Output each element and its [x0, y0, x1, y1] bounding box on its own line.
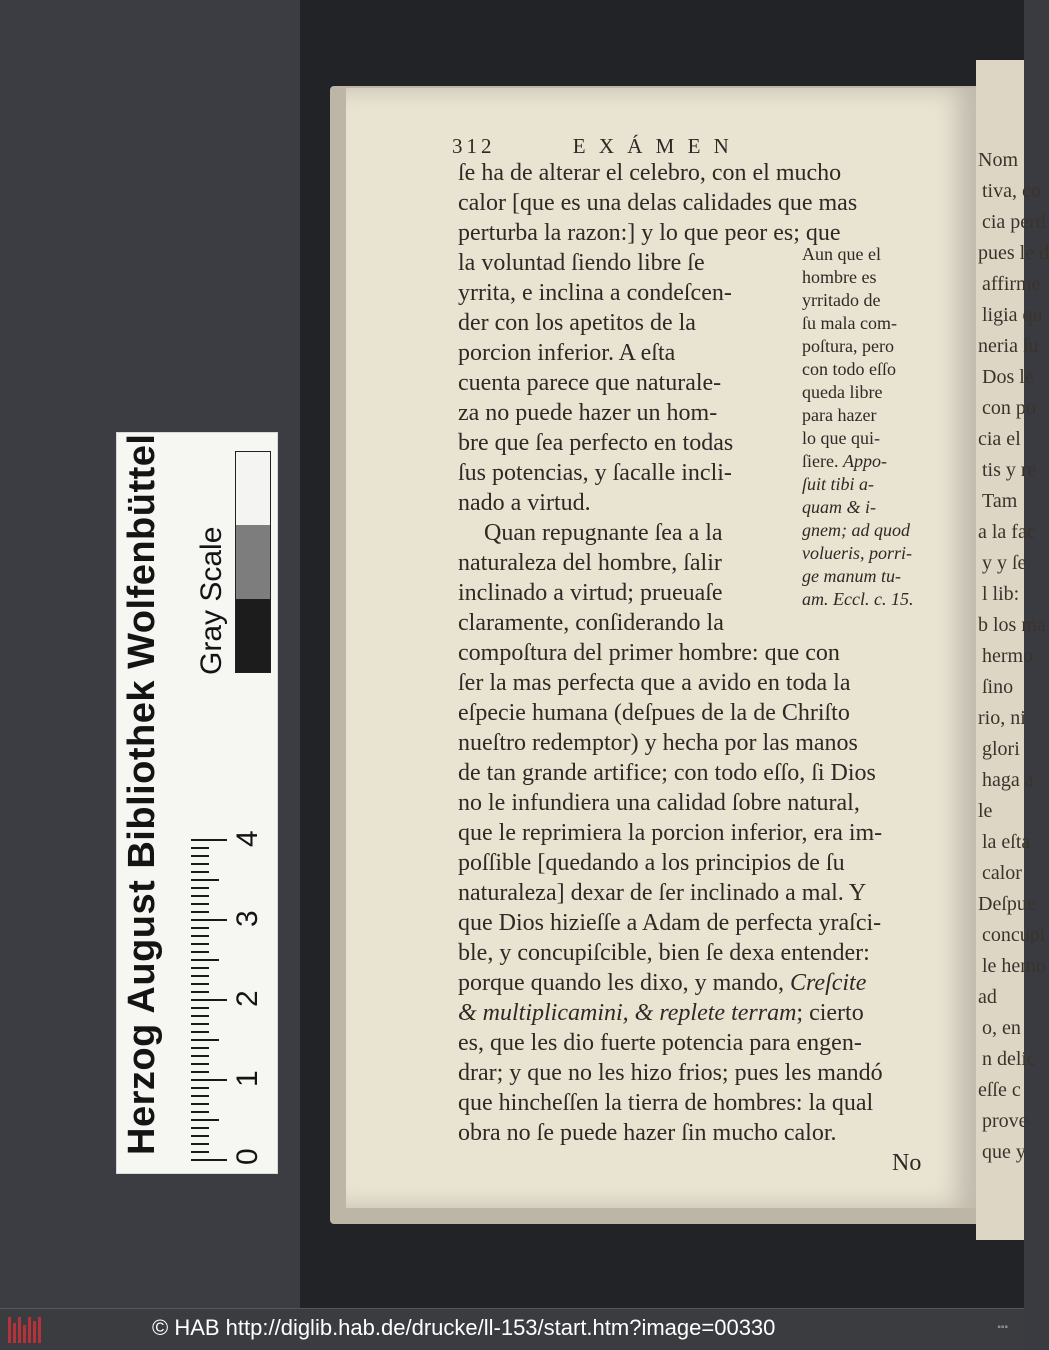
ruler-tick [191, 951, 209, 953]
facing-page-fragment: n delic [982, 1048, 1036, 1070]
text-span: ; cierto [796, 1000, 864, 1026]
ruler-tick [191, 1031, 209, 1033]
ruler-tick [191, 1007, 209, 1009]
text-line: ble, y concupiſcible, bien ſe dexa entender: [458, 940, 870, 966]
ruler-tick [191, 1119, 219, 1121]
facing-page-fragment: l lib: [982, 583, 1020, 605]
ruler-tick [191, 911, 209, 913]
text-line: der con los apetitos de la [458, 310, 696, 336]
facing-page-fragment: calor [982, 862, 1022, 884]
ruler-tick [191, 919, 227, 921]
swatch-black [236, 599, 270, 672]
facing-page-fragment: tis y re [982, 459, 1037, 481]
ruler-tick [191, 1143, 209, 1145]
ruler-tick [191, 1095, 209, 1097]
color-scale-bar [116, 432, 278, 1174]
swatch-white [236, 452, 270, 525]
text-line: obra no ſe puede hazer ſin mucho calor. [458, 1120, 837, 1146]
side-note-line: am. Eccl. c. 15. [802, 589, 914, 609]
side-note-line: quam & i- [802, 497, 876, 517]
facing-page-fragment: prove [982, 1110, 1028, 1132]
facing-page-fragment: le hemo [982, 955, 1046, 977]
running-head [452, 134, 733, 159]
facing-page-fragment: Tam [982, 490, 1018, 512]
footer-mark: ▪▪▪ [997, 1322, 1008, 1333]
text-span: ſiere. [802, 451, 843, 471]
text-line [458, 1000, 864, 1027]
facing-page-fragment: cia perd [982, 211, 1046, 233]
ruler-tick [191, 895, 209, 897]
side-note-line: queda libre [802, 382, 883, 402]
ruler-tick [191, 1071, 209, 1073]
facing-page-fragment: affirme [982, 273, 1041, 295]
hab-logo-icon [8, 1317, 46, 1343]
ruler-number: 1 [231, 1070, 264, 1087]
ruler-tick [191, 1087, 209, 1089]
text-line: de tan grande artifice; con todo eſſo, ſi Dios [458, 760, 876, 786]
footer-copyright-url: © HAB http://diglib.hab.de/drucke/ll-153/start.htm?image=00330 [152, 1315, 776, 1340]
ruler-tick [191, 975, 209, 977]
text-line: que le reprimiera la porcion inferior, era im- [458, 820, 883, 846]
text-line: cuenta parece que naturale- [458, 370, 722, 396]
side-note-line: Aun que el [802, 244, 881, 264]
ruler-tick [191, 927, 209, 929]
facing-page-fragment: que y [982, 1141, 1026, 1163]
text-line: claramente, conſiderando la [458, 610, 724, 636]
facing-page-fragment: Deſpue [978, 893, 1036, 915]
swatch-gray [236, 525, 270, 598]
latin-citation: Appo- [842, 451, 887, 471]
text-line: es, que les dio fuerte potencia para engen- [458, 1030, 862, 1056]
text-line: Quan repugnante ſea a la [484, 520, 723, 546]
text-line: bre que ſea perfecto en todas [458, 430, 734, 456]
facing-page-fragment: le [978, 800, 993, 822]
facing-page-fragment: y y ſe [982, 552, 1027, 574]
ruler-tick [191, 1151, 209, 1153]
facing-page-fragment: con po [982, 397, 1036, 419]
side-note-line: volueris, porri- [802, 543, 912, 563]
ruler-tick [191, 1039, 219, 1041]
side-note-line: yrritado de [802, 290, 881, 310]
text-line: la voluntad ſiendo libre ſe [458, 250, 705, 276]
text-line: yrrita, e inclina a condeſcen- [458, 280, 732, 306]
text-line: inclinado a virtud; prueuaſe [458, 580, 723, 606]
text-span: porque quando les dixo, y mando, [458, 970, 790, 996]
side-note-line [802, 451, 887, 472]
ruler-tick [191, 1159, 227, 1161]
ruler-tick [191, 967, 209, 969]
text-line: ſus potencias, y ſacalle incli- [458, 460, 732, 486]
ruler-tick [191, 887, 209, 889]
ruler-tick [191, 1055, 209, 1057]
ruler-tick [191, 879, 219, 881]
facing-page-fragment: b los ma [978, 614, 1046, 636]
facing-page-fragment: haga a [982, 769, 1034, 791]
latin-quote: & multiplicamini, & replete terram [458, 1000, 797, 1026]
ruler-tick [191, 1127, 209, 1129]
side-note-line: poſtura, pero [802, 336, 894, 356]
ruler-tick [191, 999, 227, 1001]
facing-page-fragment: eſſe c [978, 1079, 1021, 1101]
text-line: ſer la mas perfecta que a avido en toda la [458, 670, 851, 696]
side-note-line: con todo eſſo [802, 359, 896, 379]
text-line [458, 970, 866, 997]
text-line: poſſible [quedando a los principios de ſu [458, 850, 845, 876]
ruler [191, 701, 267, 1165]
text-line: eſpecie humana (deſpues de la de Chriſto [458, 700, 850, 726]
facing-page-edge [976, 60, 1049, 1240]
facing-page-fragment: hermo [982, 645, 1034, 667]
ruler-tick [191, 935, 209, 937]
facing-page-fragment: la eſta [982, 831, 1031, 853]
text-line: calor [que es una delas calidades que mas [458, 190, 858, 216]
side-note-line: hombre es [802, 267, 877, 287]
facing-page-fragment: a la fac [978, 521, 1036, 543]
ruler-tick [191, 1063, 209, 1065]
ruler-tick [191, 871, 209, 873]
ruler-tick [191, 863, 209, 865]
footer-bar [0, 1308, 1024, 1350]
latin-quote: Creſcite [789, 970, 867, 996]
facing-page-fragment: neria ſu [978, 335, 1039, 357]
ruler-tick [191, 943, 209, 945]
text-line: naturaleza del hombre, ſalir [458, 550, 722, 576]
facing-page-fragment: concupi [982, 924, 1046, 946]
text-line: drar; y que no les hizo frios; pues les mandó [458, 1060, 883, 1086]
ruler-tick [191, 983, 209, 985]
ruler-number: 3 [231, 910, 264, 927]
facing-page-fragment: ligia qu [982, 304, 1043, 326]
text-line: ſe ha de alterar el celebro, con el mucho [458, 160, 842, 186]
facing-page-fragment: glori [982, 738, 1020, 760]
ruler-number: 2 [231, 990, 264, 1007]
ruler-tick [191, 1079, 227, 1081]
side-note-line: ge manum tu- [802, 566, 901, 586]
facing-page-fragment: tiva, co [982, 180, 1041, 202]
ruler-tick [191, 1015, 209, 1017]
facing-page-fragment: Dos le [982, 366, 1034, 388]
text-line: nueſtro redemptor) y hecha por las manos [458, 730, 858, 756]
facing-page-fragment: rio, ni [978, 707, 1026, 729]
facing-page-fragment: ſino [982, 676, 1014, 698]
side-note-line: ſuit tibi a- [802, 474, 874, 494]
side-note-line: para hazer [802, 405, 877, 425]
ruler-tick [191, 903, 209, 905]
ruler-tick [191, 1023, 209, 1025]
text-line: compoſtura del primer hombre: que con [458, 640, 840, 666]
text-line: za no puede hazer un hom- [458, 400, 718, 426]
facing-page-fragment: pues le d [978, 242, 1049, 264]
page-number: 312 [452, 134, 496, 158]
ruler-tick [191, 1135, 209, 1137]
ruler-tick [191, 847, 209, 849]
facing-page-fragment: o, en [982, 1017, 1021, 1039]
text-line: naturaleza] dexar de ſer inclinado a mal. Y [458, 880, 867, 906]
text-line: porcion inferior. A eſta [458, 340, 676, 366]
text-line: no le infundiera una calidad ſobre natural, [458, 790, 860, 816]
side-note-line: gnem; ad quod [802, 520, 910, 540]
gray-swatches [235, 451, 271, 673]
side-note-line: ſu mala com- [802, 313, 897, 333]
catchword: No [892, 1150, 922, 1176]
ruler-tick [191, 839, 227, 841]
library-name-label: Herzog August Bibliothek Wolfenbüttel [121, 433, 163, 1155]
text-line: nado a virtud. [458, 490, 591, 516]
text-line: que hincheſſen la tierra de hombres: la qual [458, 1090, 874, 1116]
ruler-tick [191, 959, 219, 961]
text-line: que Dios hizieſſe a Adam de perfecta yraſci- [458, 910, 882, 936]
side-note-line: lo que qui- [802, 428, 880, 448]
running-title: E X Á M E N [572, 134, 733, 158]
ruler-tick [191, 1111, 209, 1113]
ruler-tick [191, 1103, 209, 1105]
ruler-number: 4 [231, 830, 264, 847]
ruler-tick [191, 855, 209, 857]
facing-page-fragment: cia el [978, 428, 1021, 450]
facing-page-fragment: ad [978, 986, 997, 1008]
ruler-tick [191, 1047, 209, 1049]
ruler-tick [191, 991, 209, 993]
ruler-number: 0 [231, 1148, 264, 1165]
gray-scale-label: Gray Scale [195, 526, 228, 675]
facing-page-fragment: Nom [978, 149, 1018, 171]
text-line: perturba la razon:] y lo que peor es; que [458, 220, 841, 246]
